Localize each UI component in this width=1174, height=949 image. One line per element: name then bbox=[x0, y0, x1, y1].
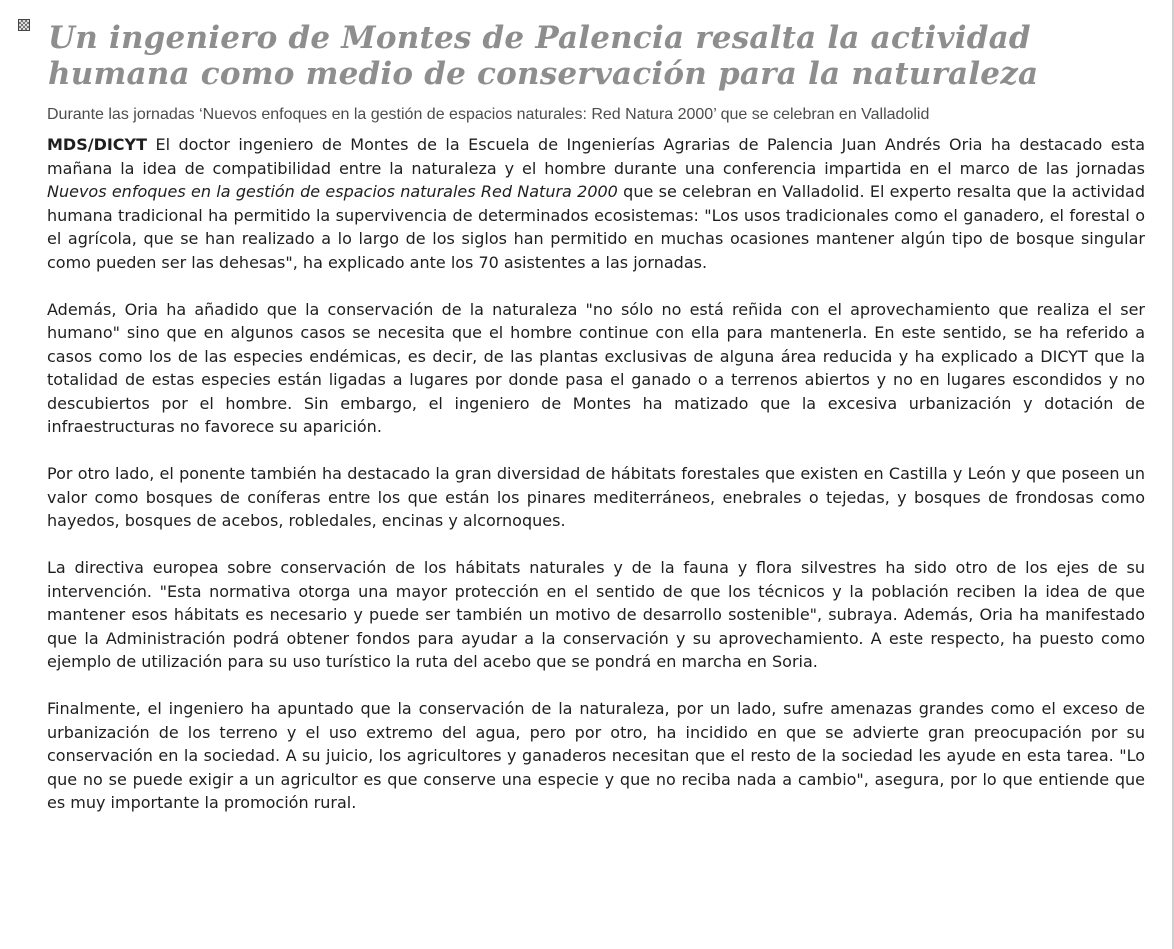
paragraph-2: Además, Oria ha añadido que la conservación de la naturaleza "no sólo no está reñida con el aprovechamiento que realiza el ser humano" sino que en algunos casos se necesita que el hombre continue con ella para mantenerla. En este sentido, se ha referido a casos como los de las especies endémicas, es decir, de las plantas exclusivas de alguna área reducida y ha explicado a DICYT que la totalidad de estas especies están ligadas a lugares por donde pasa el ganado o a terrenos abiertos y no en lugares escondidos y no descubiertos por el hombre. Sin embargo, el ingeniero de Montes ha matizado que la excesiva urbanización y dotación de infraestructuras no favorece su aparición. bbox=[47, 299, 1145, 436]
article-headline: Un ingeniero de Montes de Palencia resalta la actividad humana como medio de conservación para la naturaleza bbox=[48, 20, 1039, 92]
article-body bbox=[47, 133, 1145, 838]
paragraph-3: Por otro lado, el ponente también ha destacado la gran diversidad de hábitats forestales que existen en Castilla y León y que poseen un valor como bosques de coníferas entre los que están los pinares mediterráneos, enebrales o tejedas, y bosques de frondosas como hayedos, bosques de acebos, robledales, encinas y alcornoques. bbox=[47, 464, 1145, 530]
article-source: MDS/DICYT bbox=[47, 135, 148, 154]
paragraph-1-lead: El doctor ingeniero de Montes de la Escuela de Ingenierías Agrarias de Palencia Juan Andrés Oria ha destacado esta mañana la idea de compatibilidad entre la naturaleza y el hombre durante una conferencia impartida en el marco de las jornadas bbox=[47, 135, 1145, 178]
paragraph-1-rest: que se celebran en Valladolid. El experto resalta que la actividad humana tradicional ha permitido la supervivencia de determinados ecosistemas: "Los usos tradicionales como el ganadero, el forestal o el agrícola, que se han realizado a lo largo de los siglos han permitido en muchas ocasiones mantener algún tipo de bosque singular como pueden ser las dehesas", ha explicado ante los 70 asistentes a las jornadas. bbox=[47, 182, 1146, 272]
paragraph-5: Finalmente, el ingeniero ha apuntado que la conservación de la naturaleza, por un lado, sufre amenazas grandes como el exceso de urbanización de los terreno y el uso extremo del agua, pero por otro, ha incidido en que se advierte gran preocupación por su conservación en la sociedad. A su juicio, los agricultores y ganaderos necesitan que el resto de la sociedad les ayude en esta tarea. "Lo que no se puede exigir a un agricultor es que conserve una especie y que no reciba nada a cambio", asegura, por lo que entiende que es muy importante la promoción rural. bbox=[47, 699, 1145, 812]
image-placeholder-icon bbox=[18, 19, 30, 31]
article-subtitle: Durante las jornadas ‘Nuevos enfoques en la gestión de espacios naturales: Red Natura 2000’ que se celebran en Valladolid bbox=[47, 106, 930, 123]
paragraph-1 bbox=[47, 133, 1145, 274]
event-name: Nuevos enfoques en la gestión de espacios naturales Red Natura 2000 bbox=[47, 182, 618, 201]
paragraph-4: La directiva europea sobre conservación de los hábitats naturales y de la fauna y flora silvestres ha sido otro de los ejes de su intervención. "Esta normativa otorga una mayor protección en el sentido de que los técnicos y la población reciben la idea de que mantener esos hábitats es necesario y puede ser también un motivo de desarrollo sostenible", subraya. Además, Oria ha manifestado que la Administración podrá obtener fondos para ayudar a la conservación y su aprovechamiento. A este respecto, ha puesto como ejemplo de utilización para su uso turístico la ruta del acebo que se pondrá en marcha en Soria. bbox=[47, 558, 1145, 671]
